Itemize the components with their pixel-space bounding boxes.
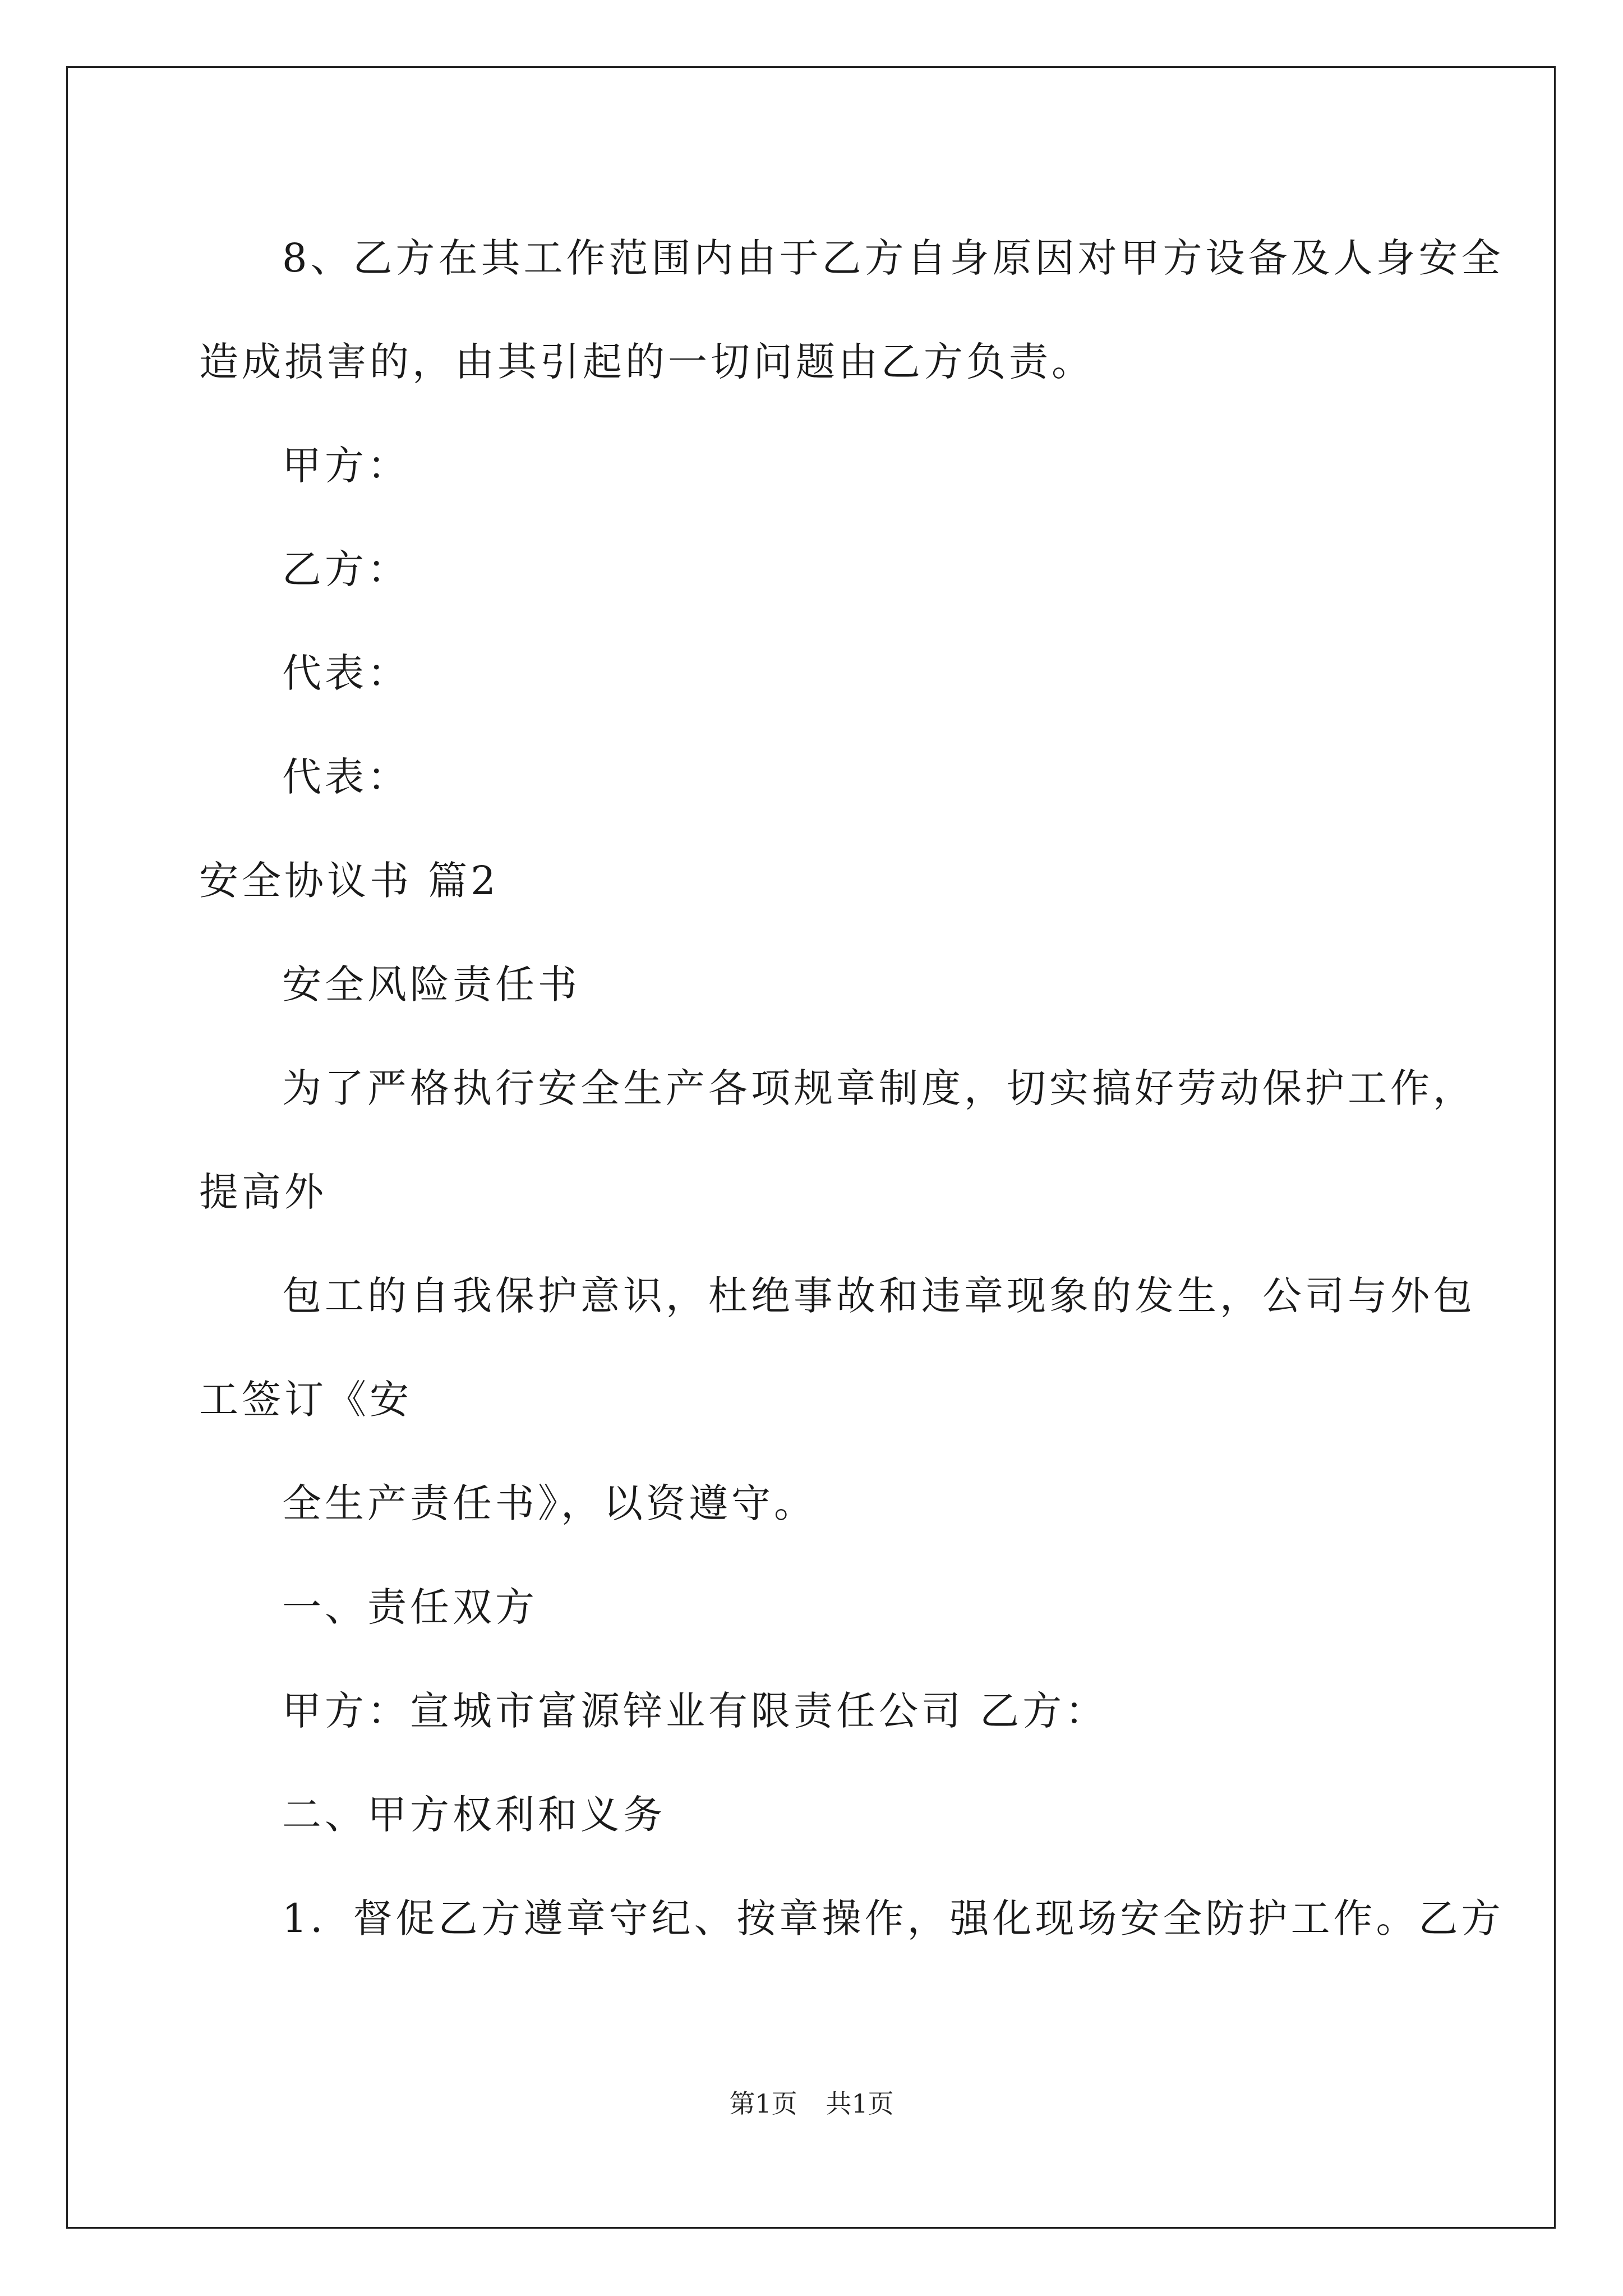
paragraph-line: 提高外 xyxy=(199,1169,327,1215)
document-title: 安全风险责任书 xyxy=(282,961,580,1007)
signature-representative: 代表： xyxy=(282,754,410,800)
paragraph-line: 1．督促乙方遵章守纪、按章操作，强化现场安全防护工作。乙方 xyxy=(282,1895,1504,1941)
paragraph-line: 全生产责任书》，以资遵守。 xyxy=(282,1480,817,1526)
page-total: 共1页 xyxy=(826,2088,894,2119)
page-number: 第1页 xyxy=(729,2088,797,2119)
paragraph-line: 包工的自我保护意识，杜绝事故和违章现象的发生，公司与外包 xyxy=(282,1273,1476,1319)
signature-party-a: 甲方： xyxy=(282,443,410,489)
paragraph-line: 为了严格执行安全生产各项规章制度，切实搞好劳动保护工作， xyxy=(282,1065,1476,1111)
section-heading: 安全协议书 篇2 xyxy=(199,858,499,904)
page-footer xyxy=(0,2087,1623,2120)
paragraph-line: 造成损害的，由其引起的一切问题由乙方负责。 xyxy=(199,339,1094,385)
paragraph-line: 工签订《安 xyxy=(199,1377,412,1423)
paragraph-line: 甲方：宣城市富源锌业有限责任公司 乙方： xyxy=(282,1688,1108,1734)
section-heading: 一、责任双方 xyxy=(282,1584,538,1630)
section-heading: 二、甲方权利和义务 xyxy=(282,1792,666,1838)
signature-party-b: 乙方： xyxy=(282,546,410,592)
paragraph-line: 8、乙方在其工作范围内由于乙方自身原因对甲方设备及人身安全 xyxy=(282,235,1504,281)
signature-representative: 代表： xyxy=(282,650,410,696)
